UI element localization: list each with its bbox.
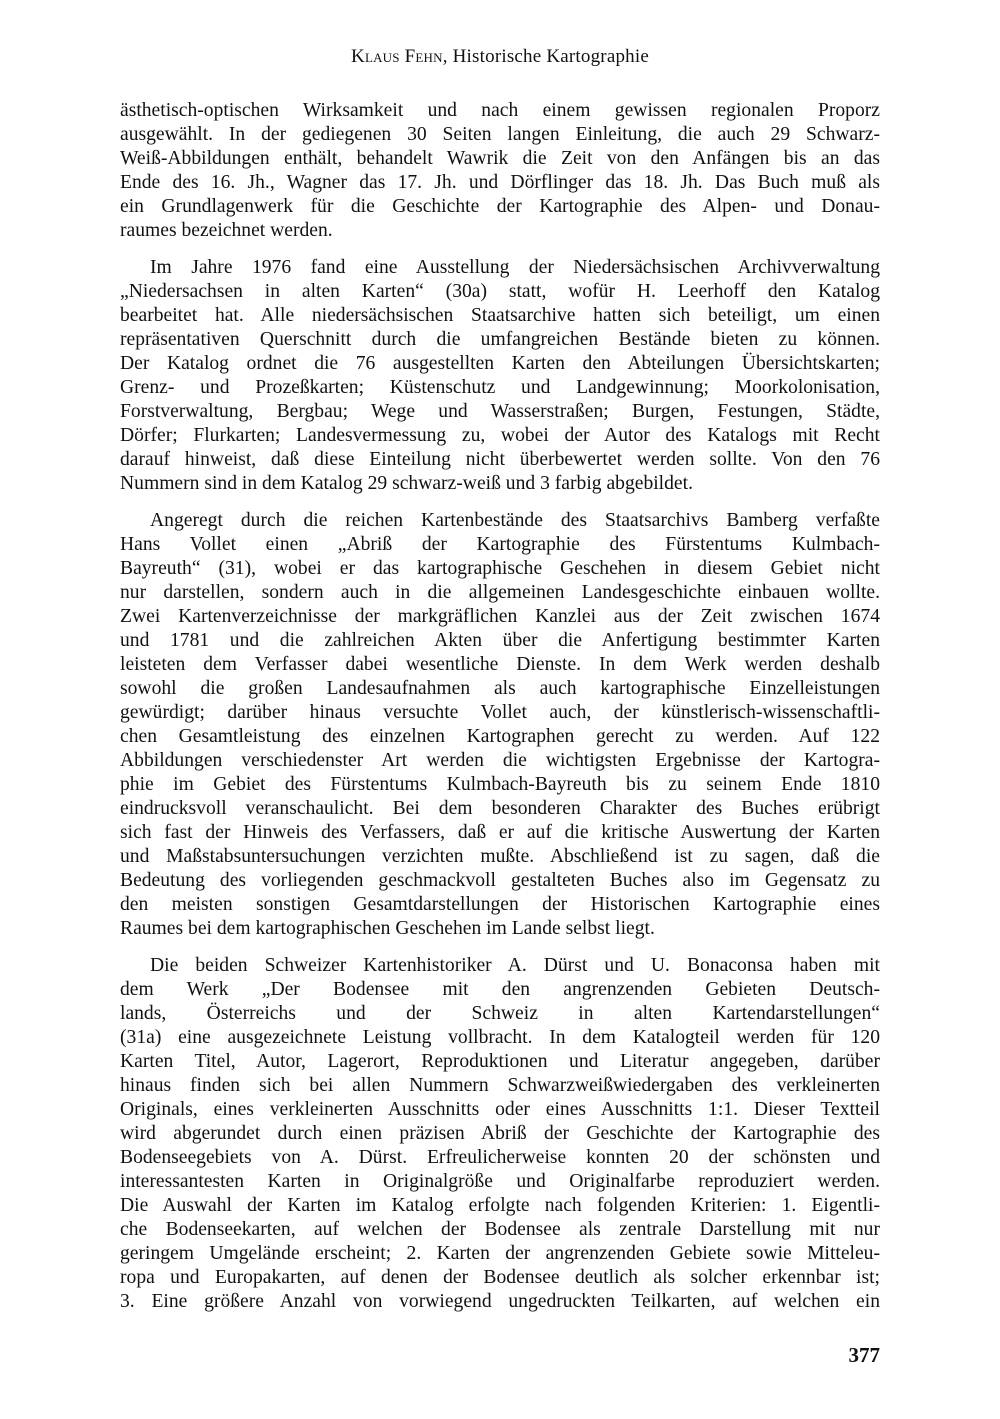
- text-line: und Maßstabsuntersuchungen verzichten mußte. Abschließend ist zu sagen, daß die: [120, 846, 880, 867]
- text-line: Ende des 16. Jh., Wagner das 17. Jh. und Dörflinger das 18. Jh. Das Buch muß als: [120, 172, 880, 193]
- text-line: geringem Umgelände erscheint; 2. Karten der angrenzenden Gebiete sowie Mitteleu-: [120, 1243, 880, 1264]
- text-line: lands, Österreichs und der Schweiz in alten Kartendarstellungen“: [120, 1003, 880, 1024]
- text-line: Bedeutung des vorliegenden geschmackvoll gestalteten Buches also im Gegensatz zu: [120, 870, 880, 891]
- text-line: sich fast der Hinweis des Verfassers, daß er auf die kritische Auswertung der Karten: [120, 822, 880, 843]
- text-line: ästhetisch-optischen Wirksamkeit und nach einem gewissen regionalen Proporz: [120, 100, 880, 121]
- text-line: Abbildungen verschiedenster Art werden die wichtigsten Ergebnisse der Kartogra-: [120, 750, 880, 771]
- text-line: Die Auswahl der Karten im Katalog erfolgte nach folgenden Kriterien: 1. Eigentli-: [120, 1195, 880, 1216]
- text-line: Im Jahre 1976 fand eine Ausstellung der Niedersächsischen Archivverwaltung: [150, 257, 880, 278]
- text-line: ausgewählt. In der gediegenen 30 Seiten langen Einleitung, die auch 29 Schwarz-: [120, 124, 880, 145]
- text-line: bearbeitet hat. Alle niedersächsischen Staatsarchive hatten sich beteiligt, um einen: [120, 305, 880, 326]
- text-line: Karten Titel, Autor, Lagerort, Reproduktionen und Literatur angegeben, darüber: [120, 1051, 880, 1072]
- text-line: hinaus finden sich bei allen Nummern Schwarzweißwiedergaben des verkleinerten: [120, 1075, 880, 1096]
- text-line: „Niedersachsen in alten Karten“ (30a) statt, wofür H. Leerhoff den Katalog: [120, 281, 880, 302]
- paragraph: [120, 509, 880, 941]
- text-line: nur darstellen, sondern auch in die allgemeinen Landesgeschichte einbauen wollte.: [120, 582, 880, 603]
- running-header: [120, 46, 880, 68]
- text-line: eindrucksvoll veranschaulicht. Bei dem besonderen Charakter des Buches erübrigt: [120, 798, 880, 819]
- text-line: (31a) eine ausgezeichnete Leistung vollbracht. In dem Katalogteil werden für 120: [120, 1027, 880, 1048]
- text-line: dem Werk „Der Bodensee mit den angrenzenden Gebieten Deutsch-: [120, 979, 880, 1000]
- text-line: den meisten sonstigen Gesamtdarstellungen der Historischen Kartographie eines: [120, 894, 880, 915]
- text-line: Die beiden Schweizer Kartenhistoriker A. Dürst und U. Bonaconsa haben mit: [150, 955, 880, 976]
- text-line: und 1781 und die zahlreichen Akten über die Anfertigung bestimmter Karten: [120, 630, 880, 651]
- paragraph: [120, 99, 880, 243]
- text-line: sowohl die großen Landesaufnahmen als auch kartographische Einzelleistungen: [120, 678, 880, 699]
- text-line: Nummern sind in dem Katalog 29 schwarz-weiß und 3 farbig abgebildet.: [120, 473, 693, 494]
- text-line: phie im Gebiet des Fürstentums Kulmbach-Bayreuth bis zu seinem Ende 1810: [120, 774, 880, 795]
- text-line: ein Grundlagenwerk für die Geschichte der Kartographie des Alpen- und Donau-: [120, 196, 880, 217]
- text-line: Der Katalog ordnet die 76 ausgestellten Karten den Abteilungen Übersichtskarten;: [120, 353, 880, 374]
- text-line: Bayreuth“ (31), wobei er das kartographische Geschehen in diesem Gebiet nicht: [120, 558, 880, 579]
- text-line: Forstverwaltung, Bergbau; Wege und Wasserstraßen; Burgen, Festungen, Städte,: [120, 401, 880, 422]
- text-line: ropa und Europakarten, auf denen der Bodensee deutlich als solcher erkennbar ist;: [120, 1267, 880, 1288]
- text-line: Bodenseegebiets von A. Dürst. Erfreulicherweise konnten 20 der schönsten und: [120, 1147, 880, 1168]
- text-line: 3. Eine größere Anzahl von vorwiegend ungedruckten Teilkarten, auf welchen ein: [120, 1291, 880, 1312]
- text-line: Dörfer; Flurkarten; Landesvermessung zu, wobei der Autor des Katalogs mit Recht: [120, 425, 880, 446]
- text-line: darauf hinweist, daß diese Einteilung nicht überbewertet werden sollte. Von den 76: [120, 449, 880, 470]
- paragraph: [120, 256, 880, 496]
- header-author: Klaus Fehn,: [351, 46, 448, 67]
- text-line: repräsentativen Querschnitt durch die umfangreichen Bestände bieten zu können.: [120, 329, 880, 350]
- text-line: Weiß-Abbildungen enthält, behandelt Wawrik die Zeit von den Anfängen bis an das: [120, 148, 880, 169]
- text-line: interessantesten Karten in Originalgröße und Originalfarbe reproduziert werden.: [120, 1171, 880, 1192]
- text-line: raumes bezeichnet werden.: [120, 220, 333, 241]
- text-line: che Bodenseekarten, auf welchen der Bodensee als zentrale Darstellung mit nur: [120, 1219, 880, 1240]
- text-line: wird abgerundet durch einen präzisen Abriß der Geschichte der Kartographie des: [120, 1123, 880, 1144]
- text-line: Originals, eines verkleinerten Ausschnitts oder eines Ausschnitts 1:1. Dieser Textteil: [120, 1099, 880, 1120]
- header-title: Historische Kartographie: [452, 46, 649, 67]
- text-line: gewürdigt; darüber hinaus versuchte Vollet auch, der künstlerisch-wissenschaftli-: [120, 702, 880, 723]
- text-line: Hans Vollet einen „Abriß der Kartographie des Fürstentums Kulmbach-: [120, 534, 880, 555]
- text-line: Raumes bei dem kartographischen Geschehen im Lande selbst liegt.: [120, 918, 655, 939]
- text-line: Angeregt durch die reichen Kartenbestände des Staatsarchivs Bamberg verfaßte: [150, 510, 880, 531]
- text-line: Grenz- und Prozeßkarten; Küstenschutz und Landgewinnung; Moorkolonisation,: [120, 377, 880, 398]
- page-number: 377: [848, 1343, 880, 1367]
- text-line: Zwei Kartenverzeichnisse der markgräflichen Kanzlei aus der Zeit zwischen 1674: [120, 606, 880, 627]
- body-text: [120, 99, 880, 1314]
- paragraph: [120, 954, 880, 1314]
- text-line: chen Gesamtleistung des einzelnen Kartographen gerecht zu werden. Auf 122: [120, 726, 880, 747]
- text-line: leisteten dem Verfasser dabei wesentliche Dienste. In dem Werk werden deshalb: [120, 654, 880, 675]
